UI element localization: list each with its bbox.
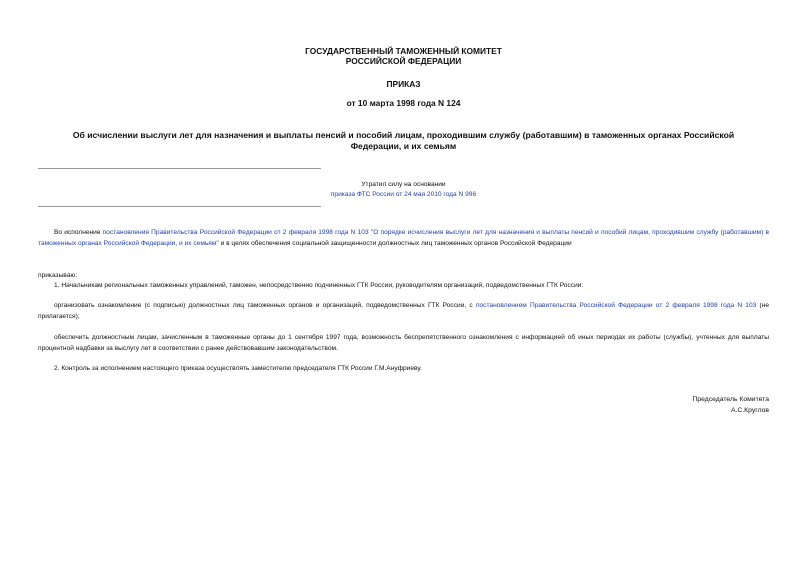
divider-bottom [38, 206, 321, 207]
doc-type: ПРИКАЗ [386, 79, 421, 89]
issuer-line-2: РОССИЙСКОЙ ФЕДЕРАЦИИ [345, 56, 462, 66]
item-1b: обеспечить должностным лицам, зачисленным в таможенные органы до 1 сентября 1997 года, возможность беспрепятственного ознакомления с информацией об иных периодах их работы (службы), учтенных для выплаты процентной надбавки за выслугу лет в соответствии с ранее действовавшим законодательством. [38, 334, 769, 352]
item-2: 2. Контроль за исполнением настоящего приказа осуществлять заместителю председателя ГТК России Г.М.Ануфриеву. [54, 365, 422, 372]
order-word: приказываю: [38, 272, 78, 279]
item-1a-prefix: организовать ознакомление (с подписью) должностных лиц таможенных органов и организаций, подведомственных ГТК России, с [54, 302, 476, 309]
preamble-suffix: и в целях обеспечения социальной защищенности должностных лиц таможенных органов Российской Федерации [218, 240, 572, 247]
repeal-link[interactable]: приказа ФТС России от 24 мая 2010 года N 996 [330, 191, 477, 198]
signature-name: А.С.Круглов [730, 407, 769, 414]
doc-title-line-1: Об исчислении выслуги лет для назначения и выплаты пенсий и пособий лицам, проходившим службу (работавшим) в таможенных органах Российской [72, 130, 735, 140]
preamble-paragraph [38, 227, 769, 249]
doc-date-number: от 10 марта 1998 года N 124 [346, 98, 461, 108]
item-1: 1. Начальникам региональных таможенных управлений, таможен, непосредственно подчиненных ГТК России, руководителям организаций, подведомственных ГТК России: [54, 282, 584, 289]
resolution-link[interactable]: постановления Правительства Российской Федерации от 2 февраля 1998 года N 103 "О порядке исчисления выслуги лет для назначения и выплаты пенсий и пособий лицам, проходившим службу (работавшим) в таможенных органах Российской Федерации, и их семьям" [38, 229, 769, 247]
doc-title-line-2: Федерации, и их семьям [350, 141, 457, 151]
divider-top [38, 168, 321, 169]
item-1a [38, 300, 769, 322]
doc-title [50, 130, 757, 152]
preamble-prefix: Во исполнение [54, 229, 103, 236]
item-1a-link[interactable]: постановлением Правительства Российской Федерации от 2 февраля 1998 года N 103 [475, 302, 757, 309]
item-1a-suffix: (не прилагается); [38, 302, 770, 320]
issuer-line-1: ГОСУДАРСТВЕННЫЙ ТАМОЖЕННЫЙ КОМИТЕТ [305, 46, 502, 56]
signature-position: Председатель Комитета [692, 396, 769, 403]
repeal-label: Утратил силу на основании [361, 181, 446, 188]
